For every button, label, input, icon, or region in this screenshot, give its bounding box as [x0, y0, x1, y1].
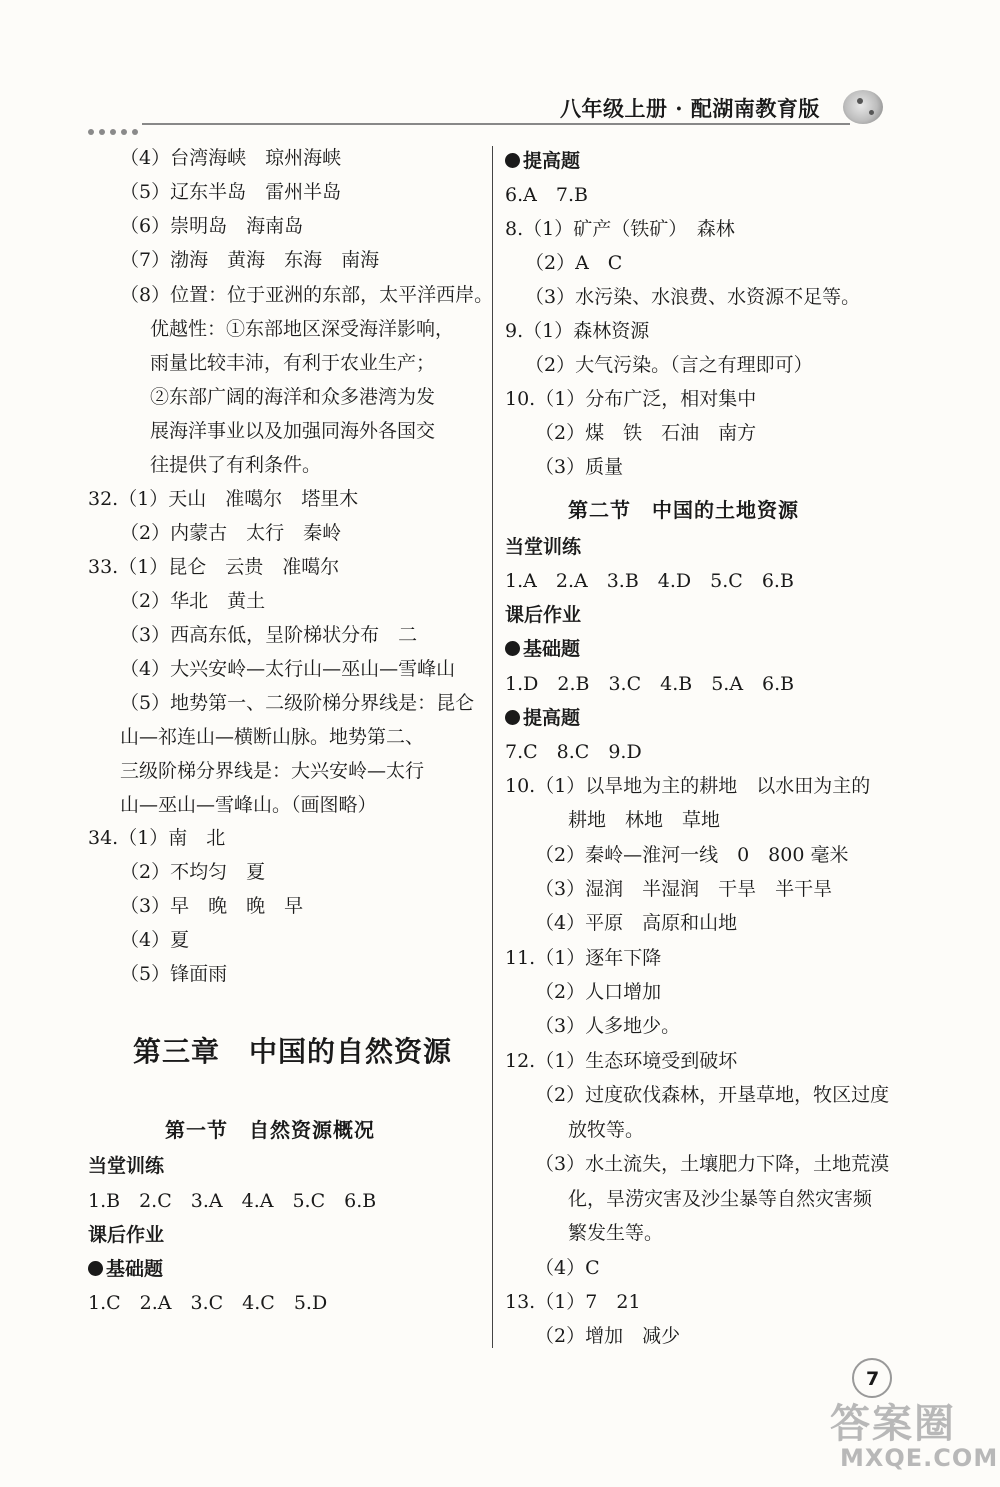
answer-line: （4）夏	[120, 929, 190, 951]
basic-label: 基础题	[505, 637, 580, 661]
answer-line: （2）过度砍伐森林，开垦草地，牧区过度	[535, 1084, 890, 1106]
chapter-title: 第三章 中国的自然资源	[133, 1035, 453, 1068]
answer-line: 1.D 2.B 3.C 4.B 5.A 6.B	[505, 673, 795, 695]
answer-line: 耕地 林地 草地	[568, 809, 721, 831]
answer-line: （2）内蒙古 太行 秦岭	[120, 522, 342, 544]
answer-line: （4）台湾海峡 琼州海峡	[120, 147, 342, 169]
advanced-label: 提高题	[505, 706, 580, 730]
answer-line: （3）早 晚 晚 早	[120, 895, 304, 917]
answer-line: 1.C 2.A 3.C 4.C 5.D	[88, 1292, 328, 1314]
answer-line: 13.（1）7 21	[505, 1291, 641, 1313]
basic-label: 基础题	[88, 1257, 163, 1281]
answer-line: （5）辽东半岛 雷州半岛	[120, 181, 342, 203]
answer-line: （4）C	[535, 1257, 600, 1279]
answer-line: 33.（1）昆仑 云贵 准噶尔	[88, 556, 340, 578]
answer-line: （2）不均匀 夏	[120, 861, 266, 883]
class-training-label: 当堂训练	[88, 1155, 165, 1177]
answer-line: （3）质量	[535, 456, 624, 478]
section-title: 第一节 自然资源概况	[165, 1118, 375, 1142]
answer-line: （7）渤海 黄海 东海 南海	[120, 249, 380, 271]
answer-line: （2）增加 减少	[535, 1325, 681, 1347]
answer-line: 6.A 7.B	[505, 184, 588, 206]
answer-line: 7.C 8.C 9.D	[505, 741, 642, 763]
answer-line: 10.（1）分布广泛，相对集中	[505, 388, 757, 410]
answer-line: （2）A C	[525, 252, 623, 274]
answer-line: 11.（1）逐年下降	[505, 947, 662, 969]
answer-line: 展海洋事业以及加强同海外各国交	[150, 420, 436, 442]
answer-line: 山—巫山—雪峰山。（画图略）	[120, 794, 377, 816]
answer-line: （5）锋面雨	[120, 963, 228, 985]
answer-line: 9.（1）森林资源	[505, 320, 650, 342]
answer-line: （4）大兴安岭—太行山—巫山—雪峰山	[120, 658, 456, 680]
answer-line: （8）位置：位于亚洲的东部，太平洋西岸。	[120, 284, 494, 306]
answer-line: 优越性：①东部地区深受海洋影响，	[150, 318, 455, 340]
answer-line: （3）西高东低，呈阶梯状分布 二	[120, 624, 418, 646]
section-title: 第二节 中国的土地资源	[568, 498, 799, 522]
answer-line: 放牧等。	[568, 1119, 645, 1141]
answer-line: 化，旱涝灾害及沙尘暴等自然灾害频	[568, 1188, 873, 1210]
answer-line: 10.（1）以旱地为主的耕地 以水田为主的	[505, 775, 871, 797]
publisher-logo-icon	[843, 90, 883, 124]
answer-line: （3）水污染、水浪费、水资源不足等。	[525, 286, 861, 308]
answer-line: 34.（1）南 北	[88, 827, 226, 849]
answer-line: （2）大气污染。（言之有理即可）	[525, 354, 813, 376]
homework-label: 课后作业	[88, 1224, 165, 1246]
page-number: 7	[866, 1368, 880, 1390]
answer-line: ②东部广阔的海洋和众多港湾为发	[150, 386, 436, 408]
answer-line: （6）崇明岛 海南岛	[120, 215, 304, 237]
answer-line: （3）水土流失，土壤肥力下降，土地荒漠	[535, 1153, 890, 1175]
answer-line: 繁发生等。	[568, 1222, 664, 1244]
answer-line: （4）平原 高原和山地	[535, 912, 738, 934]
header-dots	[88, 120, 143, 139]
answer-line: （3）湿润 半湿润 干旱 半干旱	[535, 878, 833, 900]
advanced-label: 提高题	[505, 149, 580, 173]
answer-line: （5）地势第一、二级阶梯分界线是：昆仑	[120, 692, 475, 714]
answer-line: 12.（1）生态环境受到破坏	[505, 1050, 738, 1072]
answer-line: 1.B 2.C 3.A 4.A 5.C 6.B	[88, 1190, 377, 1212]
answer-line: 三级阶梯分界线是：大兴安岭—太行	[120, 760, 425, 782]
answer-line: （3）人多地少。	[535, 1015, 681, 1037]
homework-label: 课后作业	[505, 604, 582, 626]
class-training-label: 当堂训练	[505, 536, 582, 558]
answer-line: 1.A 2.A 3.B 4.D 5.C 6.B	[505, 570, 794, 592]
answer-line: 8.（1）矿产（铁矿） 森林	[505, 218, 735, 240]
watermark-logo: 答案圈	[830, 1401, 956, 1447]
watermark-url: MXQE.COM	[840, 1444, 999, 1472]
column-divider	[492, 146, 493, 1348]
answer-line: （2）煤 铁 石油 南方	[535, 422, 757, 444]
answer-line: （2）华北 黄土	[120, 590, 266, 612]
header-rule	[142, 123, 850, 125]
answer-line: （2）秦岭—淮河一线 0 800 毫米	[535, 844, 849, 866]
answer-line: 32.（1）天山 准噶尔 塔里木	[88, 488, 359, 510]
header-title: 八年级上册 · 配湖南教育版	[560, 96, 820, 121]
answer-line: 山—祁连山—横断山脉。地势第二、	[120, 726, 425, 748]
answer-line: 雨量比较丰沛，有利于农业生产；	[150, 352, 436, 374]
answer-line: （2）人口增加	[535, 981, 662, 1003]
answer-line: 往提供了有利条件。	[150, 454, 322, 476]
